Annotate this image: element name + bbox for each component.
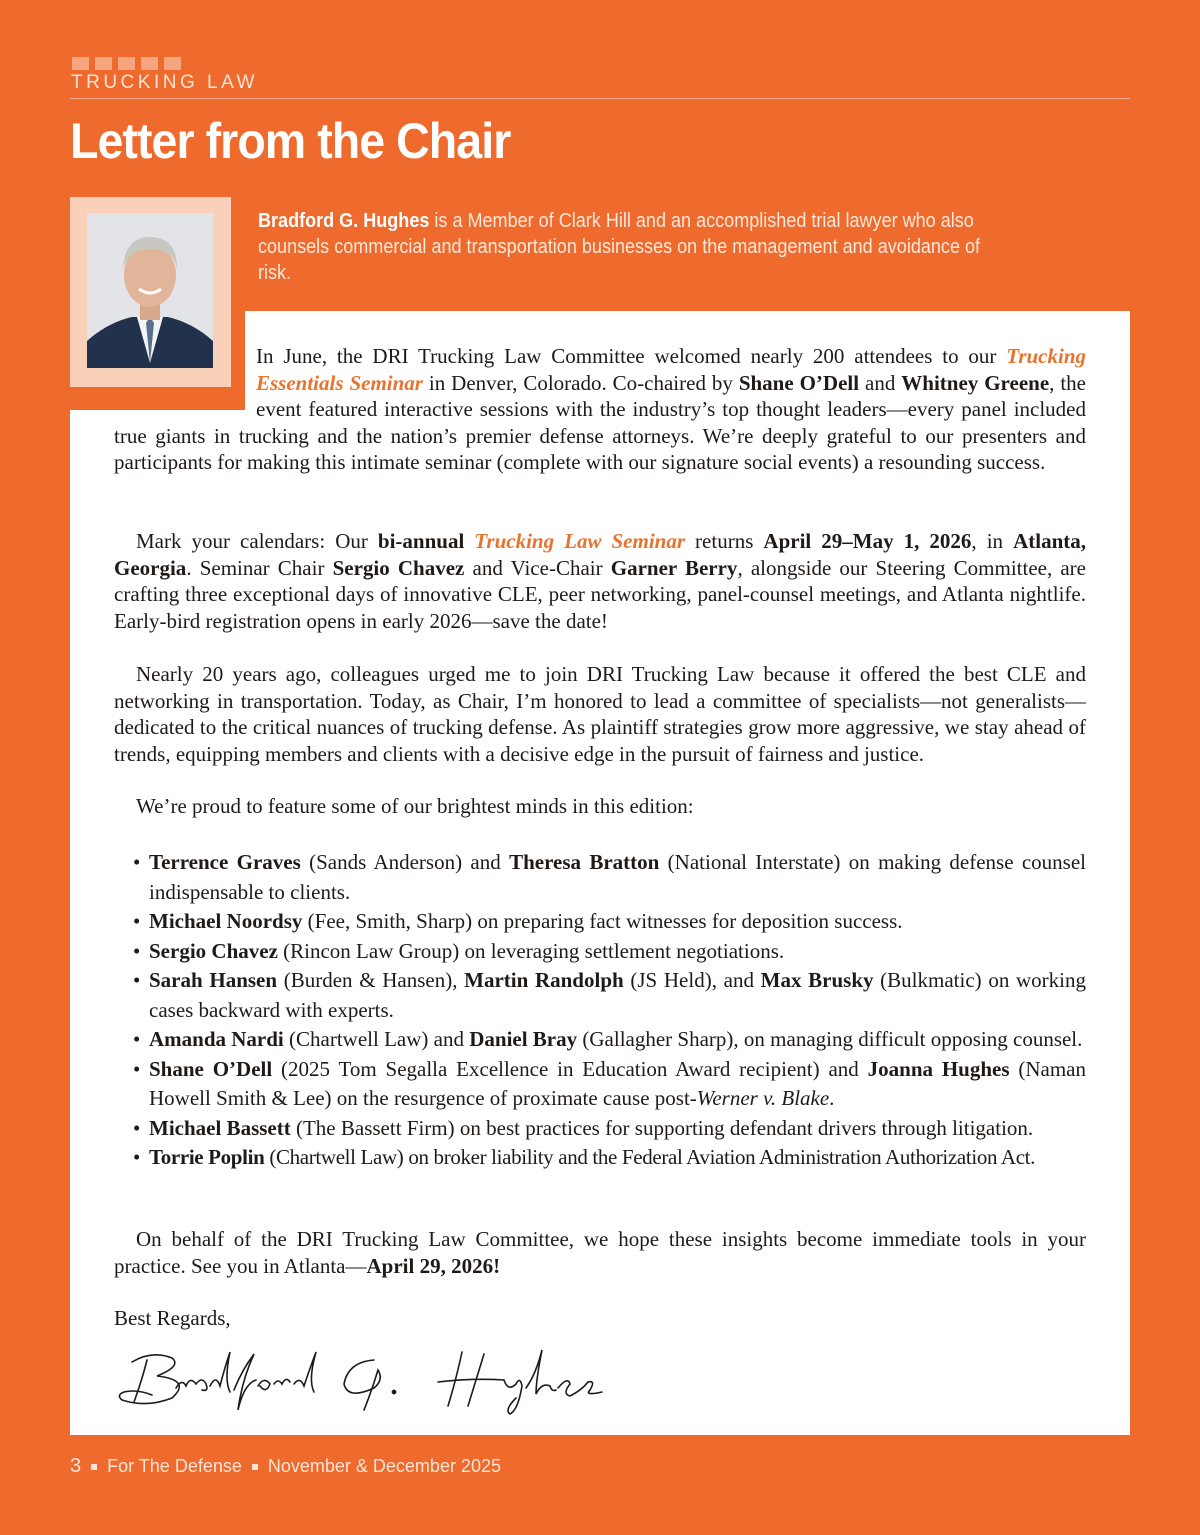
- bullet-text: (JS Held), and: [623, 968, 761, 992]
- featured-authors-list: [132, 848, 1086, 1173]
- bullet-text: (Fee, Smith, Sharp) on preparing fact witnesses for deposition success.: [302, 909, 903, 933]
- p5-date: April 29, 2026!: [366, 1253, 501, 1278]
- p2-text-d: , in: [971, 529, 1014, 553]
- header-divider: [70, 98, 1130, 99]
- bullet-name: Amanda Nardi: [149, 1027, 284, 1051]
- letter-paragraph-5: [114, 1226, 1086, 1279]
- p2-place: Atlanta, Georgia: [114, 529, 1086, 580]
- bullet-name: Terrence Graves: [149, 850, 301, 874]
- bullet-text: (Bulkmatic) on working cases backward with experts.: [149, 968, 1086, 1022]
- page-number: 3: [70, 1455, 82, 1477]
- list-item: [132, 848, 1086, 907]
- list-item: [132, 1114, 1086, 1144]
- p1-text-a: In June, the DRI Trucking Law Committee welcomed nearly 200 attendees to our: [256, 344, 1007, 368]
- list-item: [132, 1055, 1086, 1114]
- p2-vice-chair: Garner Berry: [610, 555, 738, 580]
- bullet-text: .: [829, 1086, 835, 1110]
- page-footer: [70, 1455, 501, 1478]
- bullet-name: Torrie Poplin: [149, 1145, 265, 1169]
- p2-highlight: Trucking Law Seminar: [474, 529, 686, 553]
- bullet-text: (Chartwell Law) on broker liability and the Federal Aviation Administration Authorization Act.: [264, 1145, 1036, 1169]
- p1-name-1: Shane O’Dell: [738, 370, 860, 395]
- letter-paragraph-2: [114, 528, 1086, 634]
- footer-separator: [91, 1464, 97, 1470]
- bullet-text: (Chartwell Law) and: [283, 1027, 470, 1051]
- letter-paragraph-3: Nearly 20 years ago, colleagues urged me to join DRI Trucking Law because it offered the best CLE and networking in transportation. Today, as Chair, I’m honored to lead a committee of specialists—not generalists—dedicated to the critical nuances of trucking defense. As plaintiff strategies grow more aggressive, we stay ahead of trends, equipping members and clients with a decisive edge in the pursuit of fairness and justice.: [114, 662, 1086, 766]
- closing-text: Best Regards,: [114, 1306, 231, 1330]
- case-name: Werner v. Blake: [696, 1086, 830, 1110]
- bullet-name: Joanna Hughes: [867, 1056, 1010, 1081]
- bullet-text: (Gallagher Sharp), on managing difficult opposing counsel.: [577, 1027, 1083, 1051]
- issue-date: November & December 2025: [267, 1456, 501, 1476]
- bullet-name: Max Brusky: [760, 968, 874, 992]
- p1-highlight: Trucking Essentials Seminar: [256, 344, 1086, 395]
- bullet-text: (Sands Anderson) and: [300, 850, 510, 874]
- list-item: [132, 966, 1086, 1025]
- section-label: TRUCKING LAW: [71, 72, 258, 93]
- p1-text-d: , the event featured interactive sessions with the industry’s top thought leaders—every panel included true giants in trucking and the nation’s premier defense attorneys. We’re deeply grateful to our presenters and participants for making this intimate seminar (complete with our signature social events) a resounding success.: [114, 370, 1086, 474]
- footer-separator: [252, 1464, 258, 1470]
- page-title: Letter from the Chair: [70, 113, 511, 169]
- bullet-text: (Burden & Hansen),: [277, 968, 465, 992]
- p2-text-g: , alongside our Steering Committee, are crafting three exceptional days of innovative CLE, peer networking, panel-counsel meetings, and Atlanta nightlife. Early-bird registration opens in early 2026—save the date!: [114, 555, 1086, 633]
- bullet-text: (Naman Howell Smith & Lee) on the resurgence of proximate cause post-: [149, 1056, 1087, 1110]
- list-item: [132, 937, 1086, 967]
- publication-name: For The Defense: [107, 1456, 242, 1476]
- handwritten-signature: [112, 1340, 612, 1420]
- bullet-name: Sergio Chavez: [149, 938, 278, 963]
- p1-text-c: and: [859, 370, 902, 395]
- p2-text-e: . Seminar Chair: [186, 555, 333, 580]
- bullet-name: Theresa Bratton: [509, 850, 660, 874]
- bullet-name: Martin Randolph: [464, 968, 624, 992]
- list-item: [132, 907, 1086, 937]
- bullet-name: Daniel Bray: [469, 1027, 578, 1051]
- bullet-name: Michael Noordsy: [149, 909, 303, 933]
- list-item: [132, 1143, 1086, 1173]
- p5-text: On behalf of the DRI Trucking Law Committee, we hope these insights become immediate tools in your practice. See you in Atlanta—: [114, 1227, 1086, 1278]
- letter-paragraph-4: We’re proud to feature some of our brightest minds in this edition:: [136, 794, 694, 818]
- list-item: [132, 1025, 1086, 1055]
- bullet-text: (National Interstate) on making defense counsel indispensable to clients.: [149, 850, 1086, 904]
- author-bio-text: is a Member of Clark Hill and an accomplished trial lawyer who also counsels commercial and transportation businesses on the management and avoidance of risk.: [258, 209, 981, 284]
- author-bio: [258, 208, 997, 286]
- bullet-name: Michael Bassett: [149, 1115, 291, 1140]
- p2-text-f: and Vice-Chair: [464, 555, 611, 580]
- p2-text-a: Mark your calendars: Our: [136, 529, 378, 553]
- p2-biannual: bi-annual: [377, 529, 465, 553]
- bullet-text: (Rincon Law Group) on leveraging settlement negotiations.: [277, 938, 785, 963]
- letter-paragraph-1: [114, 343, 1086, 476]
- p2-space: [464, 529, 474, 553]
- author-name: Bradford G. Hughes: [258, 209, 430, 232]
- p1-name-2: Whitney Greene: [901, 370, 1050, 395]
- p1-text-b: in Denver, Colorado. Co-chaired by: [422, 370, 739, 395]
- bullet-name: Shane O’Dell: [149, 1056, 273, 1081]
- p2-chair: Sergio Chavez: [332, 555, 465, 580]
- bullet-text: (2025 Tom Segalla Excellence in Education Award recipient) and: [272, 1056, 868, 1081]
- section-squares-decoration: [72, 57, 181, 70]
- bullet-text: (The Bassett Firm) on best practices for supporting defendant drivers through litigation.: [290, 1115, 1034, 1140]
- p2-text-c: returns: [685, 529, 764, 553]
- p2-date: April 29–May 1, 2026: [763, 529, 972, 553]
- bullet-name: Sarah Hansen: [149, 968, 278, 992]
